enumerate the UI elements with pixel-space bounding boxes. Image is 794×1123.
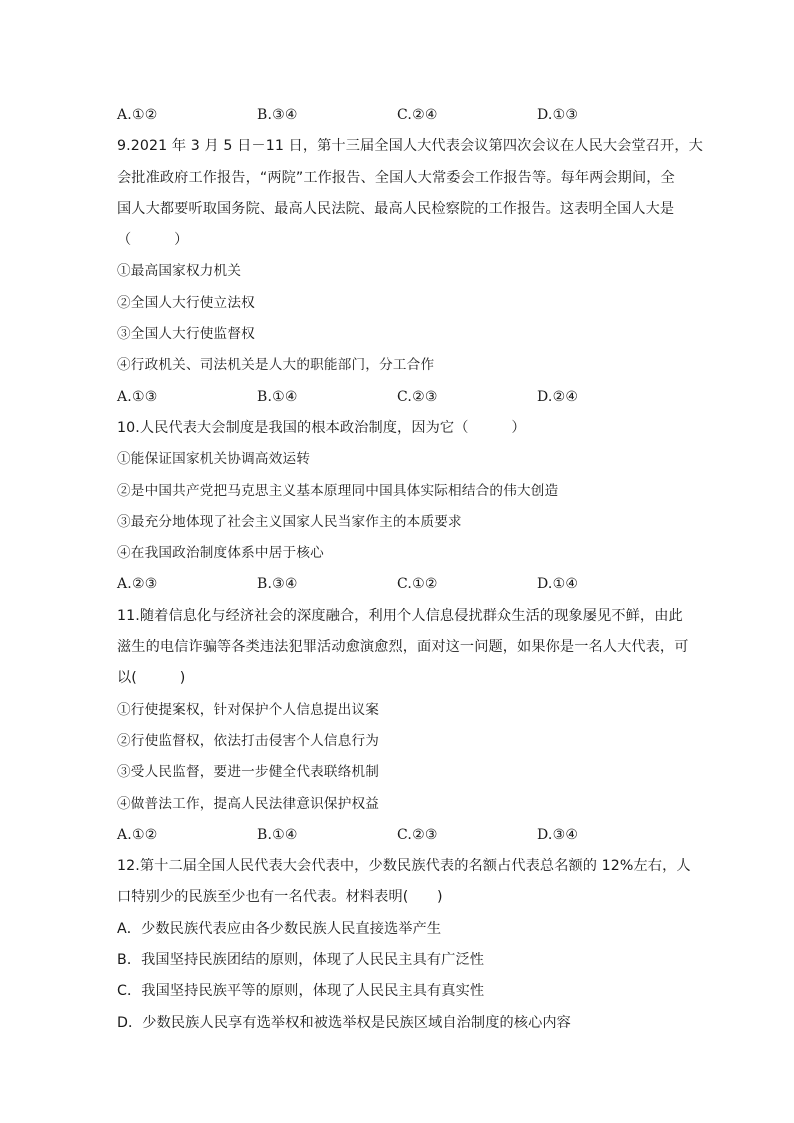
answer-options [117, 382, 677, 413]
question-stem-line: 国人大都要听取国务院、最高人民法院、最高人民检察院的工作报告。这表明全国人大是 [117, 200, 675, 217]
answer-options [117, 820, 677, 851]
option-a: A.①② [117, 107, 158, 123]
choice-a: A．少数民族代表应由各少数民族人民直接选举产生 [117, 920, 442, 937]
question-stem-line: 以( ) [117, 670, 186, 687]
question-stem-line: 口特别少的民族至少也有一名代表。材料表明( ) [117, 889, 443, 906]
question-stem-line: 11.随着信息化与经济社会的深度融合，利用个人信息侵扰群众生活的现象屡见不鲜，由此 [117, 607, 683, 624]
statement-3: ③受人民监督，要进一步健全代表联络机制 [117, 764, 380, 781]
statement-2: ②是中国共产党把马克思主义基本原理同中国具体实际相结合的伟大创造 [117, 482, 559, 499]
statement-1: ①能保证国家机关协调高效运转 [117, 451, 311, 468]
option-b: B.①④ [257, 826, 298, 843]
statement-4: ④行政机关、司法机关是人大的职能部门，分工合作 [117, 357, 435, 374]
question-11 [117, 601, 689, 851]
choice-c: C．我国坚持民族平等的原则，体现了人民民主具有真实性 [117, 983, 485, 1000]
option-b: B.③④ [257, 107, 298, 123]
option-b: B.③④ [257, 576, 298, 593]
statement-2: ②全国人大行使立法权 [117, 294, 255, 311]
option-a: A.②③ [117, 576, 158, 593]
answer-blank: （ ） [117, 232, 189, 249]
option-a: A.①② [117, 826, 158, 843]
question-10 [117, 413, 677, 601]
option-d: D.①③ [537, 107, 579, 123]
question-stem-line: 12.第十二届全国人民代表大会代表中，少数民族代表的名额占代表总名额的 12%左右，人 [117, 858, 691, 875]
choice-d: D．少数民族人民享有选举权和被选举权是民族区域自治制度的核心内容 [117, 1014, 571, 1031]
statement-2: ②行使监督权，依法打击侵害个人信息行为 [117, 732, 380, 749]
option-d: D.②④ [537, 388, 579, 405]
question-stem-line: 滋生的电信诈骗等各类违法犯罪活动愈演愈烈，面对这一问题，如果你是一名人大代表，可 [117, 639, 689, 656]
question-stem-line: 10.人民代表大会制度是我国的根本政治制度，因为它（ ） [117, 419, 526, 436]
answer-options [117, 569, 677, 600]
option-c: C.①② [397, 576, 438, 593]
option-c: C.②④ [397, 107, 438, 123]
question-12 [117, 851, 691, 1039]
statement-1: ①行使提案权，针对保护个人信息提出议案 [117, 701, 380, 718]
statement-3: ③全国人大行使监督权 [117, 326, 255, 343]
option-d: D.①④ [537, 576, 579, 593]
statement-1: ①最高国家权力机关 [117, 263, 242, 280]
option-c: C.②③ [397, 388, 438, 405]
question-stem-line: 9.2021 年 3 月 5 日－11 日，第十三届全国人大代表会议第四次会议在人民大会堂召开，大 [117, 138, 703, 155]
statement-3: ③最充分地体现了社会主义国家人民当家作主的本质要求 [117, 513, 462, 530]
question-9 [117, 131, 703, 413]
statement-4: ④做普法工作，提高人民法律意识保护权益 [117, 795, 380, 812]
option-b: B.①④ [257, 388, 298, 405]
option-d: D.③④ [537, 826, 579, 843]
statement-4: ④在我国政治制度体系中居于核心 [117, 545, 324, 562]
prev-question-options [117, 100, 677, 131]
option-c: C.②③ [397, 826, 438, 843]
option-a: A.①③ [117, 388, 158, 405]
question-stem-line: 会批准政府工作报告，“两院”工作报告、全国人大常委会工作报告等。每年两会期间，全 [117, 169, 675, 186]
exam-page [117, 100, 703, 1039]
choice-b: B．我国坚持民族团结的原则，体现了人民民主具有广泛性 [117, 952, 485, 969]
